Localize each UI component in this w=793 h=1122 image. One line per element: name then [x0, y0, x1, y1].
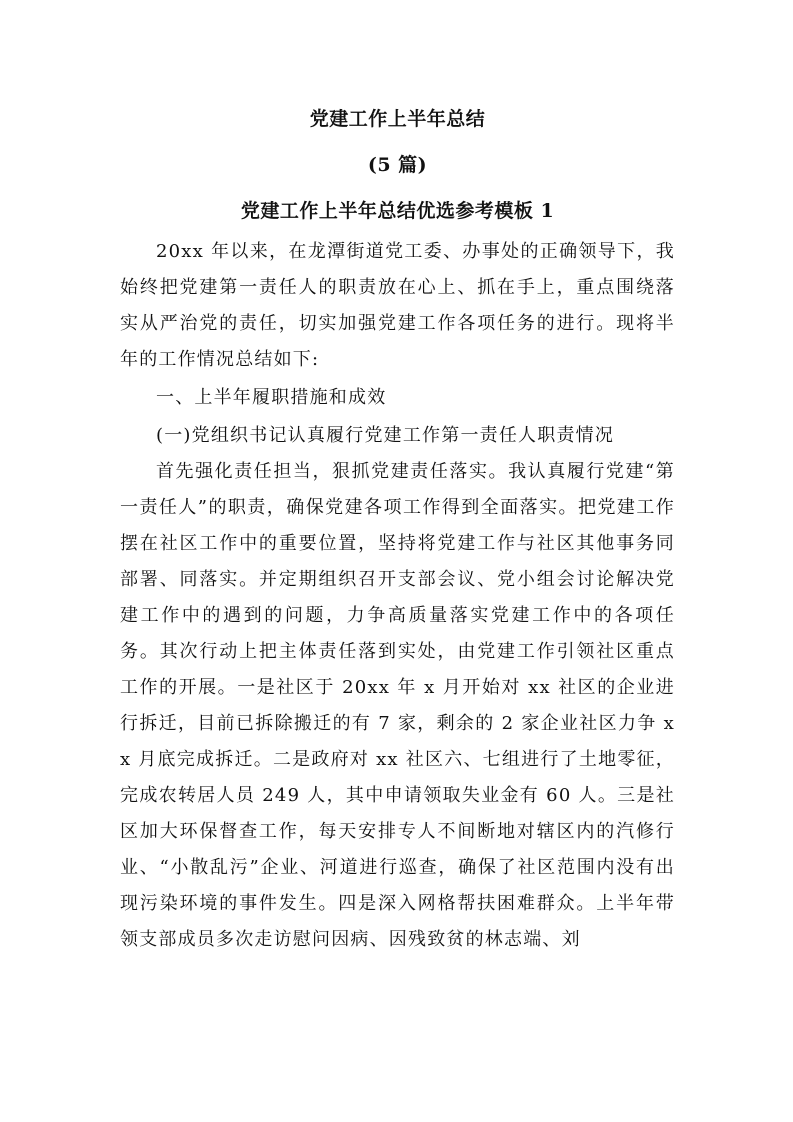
- section-heading: 一、上半年履职措施和成效: [156, 387, 387, 408]
- section-title: 党建工作上半年总结优选参考模板 1: [240, 200, 555, 222]
- intro-paragraph: 20xx 年以来，在龙潭街道党工委、办事处的正确领导下，我始终把党建第一责任人的职责放在心上、抓在手上，重点围绕落实从严治党的责任，切实加强党建工作各项任务的进行。现将半年的工作情况总结如下:: [120, 241, 675, 370]
- body-paragraph: 首先强化责任担当，狠抓党建责任落实。我认真履行党建“第一责任人”的职责，确保党建各项工作得到全面落实。把党建工作摆在社区工作中的重要位置，坚持将党建工作与社区其他事务同部署、同落实。并定期组织召开支部会议、党小组会讨论解决党建工作中的遇到的问题，力争高质量落实党建工作中的各项任务。其次行动上把主体责任落到实处，由党建工作引领社区重点工作的开展。一是社区于 20xx 年 x 月开始对 xx 社区的企业进行拆迁，目前已拆除搬迁的有 7 家，剩余的 2 家企业社区力争 xx 月底完成拆迁。二是政府对 xx 社区六、七组进行了土地零征，完成农转居人员 249 人，其中申请领取失业金有 60 人。三是社区加大环保督查工作，每天安排专人不间断地对辖区内的汽修行业、“小散乱污”企业、河道进行巡查，确保了社区范围内没有出现污染环境的事件发生。四是深入网格帮扶困难群众。上半年带领支部成员多次走访慰问因病、因残致贫的林志端、刘: [120, 461, 675, 950]
- document-subtitle: (5 篇): [367, 154, 428, 176]
- subsection-heading: (一)党组织书记认真履行党建工作第一责任人职责情况: [156, 425, 615, 446]
- document-title: 党建工作上半年总结: [309, 108, 486, 130]
- document-body: [120, 234, 675, 958]
